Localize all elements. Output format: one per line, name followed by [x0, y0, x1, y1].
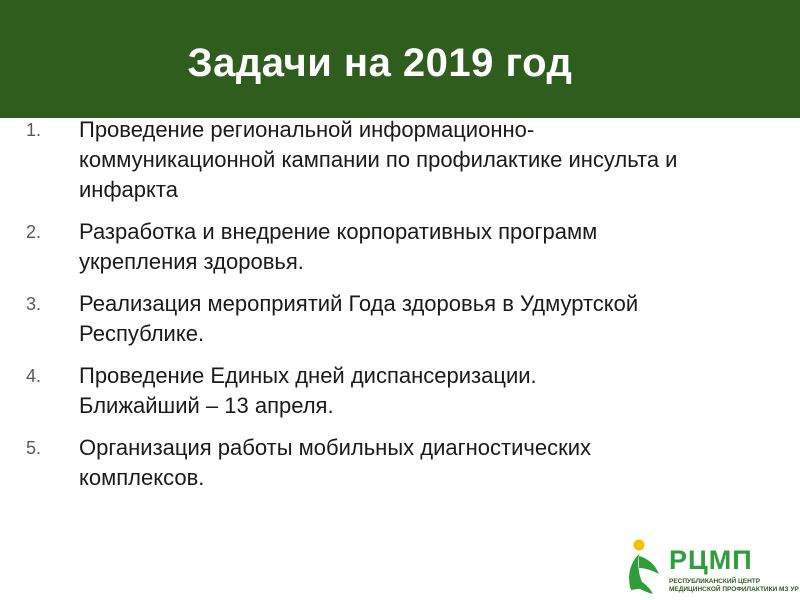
list-item-text: Проведение Единых дней диспансеризации. Ближайший – 13 апреля. [79, 363, 537, 418]
list-item-text: Организация работы мобильных диагностических комплексов. [79, 435, 591, 490]
list-item [0, 115, 689, 205]
title-bar [0, 0, 800, 118]
list-item-number: 3. [26, 294, 42, 314]
list-item-text: Реализация мероприятий Года здоровья в Удмуртской Республике. [79, 291, 639, 346]
list-item [0, 217, 719, 277]
logo-subtitle [669, 578, 799, 594]
rcmp-logo [625, 538, 799, 596]
logo-subtitle-line: МЕДИЦИНСКОЙ ПРОФИЛАКТИКИ МЗ УР [669, 586, 799, 593]
list-item-text: Проведение региональной информационно-коммуникационной кампании по профилактике инсульта и инфаркта [79, 117, 678, 202]
list-item-number: 4. [26, 366, 42, 386]
page-title: Задачи на 2019 год [187, 41, 573, 85]
list-item [0, 289, 769, 349]
list-item [0, 361, 659, 421]
logo-name: РЦМП [669, 545, 753, 575]
list-item-number: 2. [26, 222, 42, 242]
task-list [0, 115, 780, 505]
list-item-number: 1. [26, 120, 42, 140]
list-item [0, 433, 719, 493]
person-leaf-icon [625, 538, 663, 596]
list-item-text: Разработка и внедрение корпоративных программ укрепления здоровья. [79, 219, 598, 274]
list-item-number: 5. [26, 438, 42, 458]
logo-subtitle-line: РЕСПУБЛИКАНСКИЙ ЦЕНТР [669, 578, 761, 585]
